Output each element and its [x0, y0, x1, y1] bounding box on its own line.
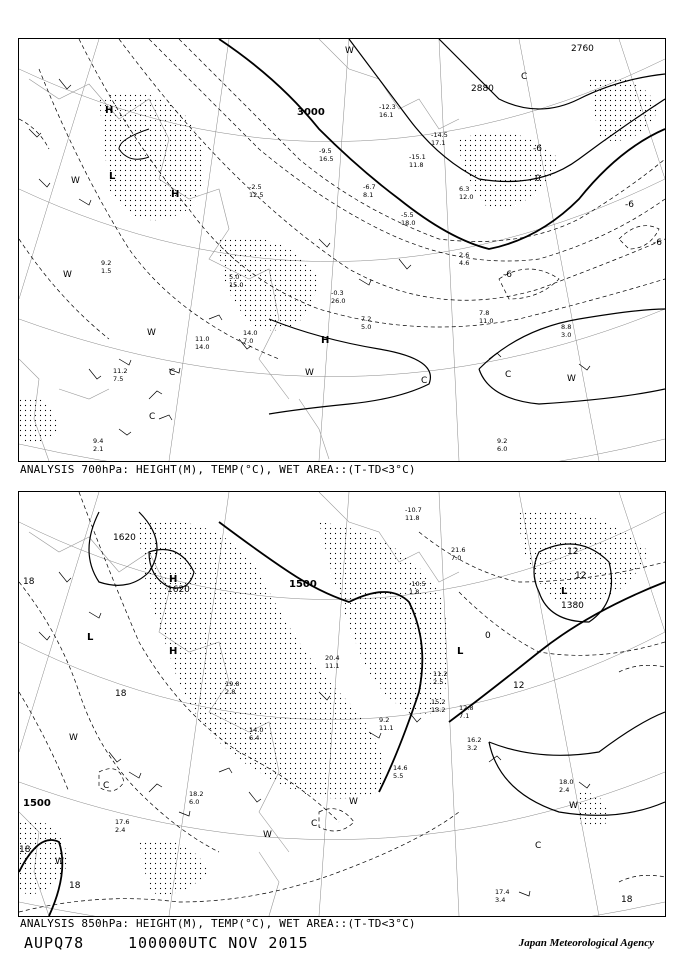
map-700hpa: [18, 38, 666, 462]
station-plot: [319, 147, 333, 163]
station-plot: [459, 704, 473, 720]
svg-text:-10.5: -10.5: [409, 580, 426, 588]
svg-text:1.5: 1.5: [101, 267, 112, 275]
station-plot: [379, 103, 396, 119]
warm-mark: W: [349, 797, 358, 807]
svg-text:18.0: 18.0: [559, 778, 574, 786]
svg-text:11.2: 11.2: [113, 367, 128, 375]
svg-text:11.0: 11.0: [195, 335, 210, 343]
map-850hpa: [18, 491, 666, 917]
station-plot: [405, 506, 422, 522]
svg-text:-5.5: -5.5: [401, 211, 414, 219]
low-center-mark: L: [109, 171, 116, 182]
station-plot: [451, 546, 465, 562]
cold-mark: C: [311, 819, 318, 829]
station-plot: [561, 323, 571, 339]
low-center-mark: L: [87, 632, 94, 643]
svg-text:6.0: 6.0: [497, 445, 508, 453]
height-label: 1620: [167, 585, 190, 595]
svg-text:3.4: 3.4: [495, 896, 506, 904]
svg-text:21.6: 21.6: [451, 546, 466, 554]
high-center-mark: H: [169, 646, 178, 657]
svg-text:5.0: 5.0: [361, 323, 372, 331]
warm-mark: W: [63, 270, 72, 280]
station-plot: [361, 315, 371, 331]
agency-name: Japan Meteorological Agency: [518, 937, 654, 949]
svg-text:16.2: 16.2: [467, 736, 482, 744]
svg-text:-10.7: -10.7: [405, 506, 422, 514]
svg-text:17.4: 17.4: [495, 888, 510, 896]
station-plot: [331, 289, 345, 305]
svg-text:8.1: 8.1: [363, 191, 374, 199]
svg-text:11.8: 11.8: [409, 161, 424, 169]
height-label: 1500: [289, 579, 317, 590]
warm-mark: W: [55, 857, 64, 867]
svg-text:11.0: 11.0: [479, 317, 494, 325]
station-plot: [363, 183, 376, 199]
svg-text:2.1: 2.1: [93, 445, 104, 453]
temp-contour-label: 12: [567, 547, 579, 557]
svg-text:-12.3: -12.3: [379, 103, 396, 111]
svg-text:3.2: 3.2: [467, 744, 478, 752]
temp-contour-label: 18: [115, 689, 127, 699]
svg-text:18.0: 18.0: [401, 219, 416, 227]
low-center-mark: L: [457, 646, 464, 657]
svg-text:-14.5: -14.5: [431, 131, 448, 139]
station-plot: [249, 183, 263, 199]
wet-areas: [19, 510, 649, 894]
high-center-mark: H: [105, 105, 114, 116]
svg-text:8.8: 8.8: [561, 323, 572, 331]
svg-text:13.2: 13.2: [431, 706, 446, 714]
svg-text:2.5: 2.5: [433, 678, 444, 686]
high-center-mark: H: [169, 574, 178, 585]
chart-code: AUPQ78: [24, 934, 85, 952]
svg-text:3.0: 3.0: [561, 331, 572, 339]
svg-text:15.2: 15.2: [431, 698, 446, 706]
temp-contour-label: 18: [69, 881, 81, 891]
svg-text:2.6: 2.6: [459, 251, 470, 259]
high-center-mark: H: [171, 189, 180, 200]
map-850hpa-canvas: [19, 492, 665, 916]
svg-text:14.0: 14.0: [195, 343, 210, 351]
svg-text:2.4: 2.4: [115, 826, 126, 834]
svg-text:2.8: 2.8: [225, 688, 236, 696]
low-center-mark: L: [561, 586, 568, 597]
svg-text:12.0: 12.0: [459, 193, 474, 201]
temp-contour-label: -6: [653, 238, 662, 248]
temp-contour-label: 18: [23, 577, 35, 587]
station-plot: [409, 153, 426, 169]
svg-text:14.0: 14.0: [249, 726, 264, 734]
height-label: 1380: [561, 601, 584, 611]
svg-text:11.8: 11.8: [405, 514, 420, 522]
svg-text:19.8: 19.8: [225, 680, 240, 688]
svg-text:15.0: 15.0: [229, 281, 244, 289]
svg-text:-15.1: -15.1: [409, 153, 426, 161]
svg-text:11.1: 11.1: [379, 724, 394, 732]
station-plot: [479, 309, 493, 325]
warm-mark: W: [305, 368, 314, 378]
svg-text:20.4: 20.4: [325, 654, 340, 662]
valid-time: 100000UTC NOV 2015: [128, 934, 309, 952]
svg-text:12.5: 12.5: [249, 191, 264, 199]
station-plot: [115, 818, 129, 834]
svg-text:14.6: 14.6: [393, 764, 408, 772]
chart-caption-700hpa: ANALYSIS 700hPa: HEIGHT(M), TEMP(°C), WET AREA::(T-TD<3°C): [20, 463, 416, 476]
svg-text:-9.5: -9.5: [319, 147, 332, 155]
svg-text:-6.7: -6.7: [363, 183, 376, 191]
temp-contour-label: 0: [535, 174, 541, 184]
height-contours: [119, 39, 665, 414]
temp-contour-label: -6: [625, 200, 634, 210]
map-700hpa-canvas: [19, 39, 665, 461]
height-label: 3000: [297, 107, 325, 118]
station-plot: [467, 736, 481, 752]
svg-text:7.2: 7.2: [361, 315, 372, 323]
svg-text:-2.5: -2.5: [249, 183, 262, 191]
svg-text:6.4: 6.4: [249, 734, 260, 742]
svg-text:9.4: 9.4: [93, 437, 104, 445]
temp-contour-label: -6: [503, 270, 512, 280]
temp-contour-label: 18: [621, 895, 633, 905]
station-plot: [495, 888, 509, 904]
chart-caption-850hpa: ANALYSIS 850hPa: HEIGHT(M), TEMP(°C), WET AREA::(T-TD<3°C): [20, 917, 416, 930]
station-plot: [101, 259, 111, 275]
cold-mark: C: [103, 781, 110, 791]
station-plot: [243, 329, 257, 345]
svg-text:7.0: 7.0: [451, 554, 462, 562]
svg-text:4.6: 4.6: [459, 259, 470, 267]
svg-text:7.8: 7.8: [479, 309, 490, 317]
svg-text:18.2: 18.2: [189, 790, 204, 798]
warm-mark: W: [569, 801, 578, 811]
svg-text:26.0: 26.0: [331, 297, 346, 305]
station-plot: [113, 367, 127, 383]
station-plot: [393, 764, 407, 780]
cold-mark: C: [505, 370, 512, 380]
svg-text:5.5: 5.5: [393, 772, 404, 780]
svg-text:7.1: 7.1: [459, 712, 470, 720]
temp-contour-label: 0: [485, 631, 491, 641]
station-plot: [189, 790, 203, 806]
svg-text:6.0: 6.0: [189, 798, 200, 806]
cold-mark: C: [535, 841, 542, 851]
height-label: 1620: [113, 533, 136, 543]
station-plot: [431, 131, 448, 147]
station-plot: [401, 211, 415, 227]
station-plot: [459, 251, 469, 267]
warm-mark: W: [567, 374, 576, 384]
svg-text:7.0: 7.0: [243, 337, 254, 345]
svg-text:11.2: 11.2: [433, 670, 448, 678]
station-plot: [431, 698, 445, 714]
warm-mark: W: [69, 733, 78, 743]
height-label: 1500: [23, 798, 51, 809]
wet-areas: [19, 77, 659, 442]
station-plot: [195, 335, 209, 351]
svg-text:2.4: 2.4: [559, 786, 570, 794]
warm-mark: W: [147, 328, 156, 338]
svg-text:9.2: 9.2: [379, 716, 390, 724]
svg-text:-0.3: -0.3: [331, 289, 344, 297]
svg-text:1.8: 1.8: [409, 588, 420, 596]
svg-text:16.1: 16.1: [379, 111, 394, 119]
temp-contour-label: -6: [533, 144, 542, 154]
cold-mark: C: [521, 72, 528, 82]
warm-mark: W: [71, 176, 80, 186]
svg-text:17.1: 17.1: [431, 139, 446, 147]
svg-text:5.0: 5.0: [229, 273, 240, 281]
cold-mark: C: [149, 412, 156, 422]
warm-mark: W: [345, 46, 354, 56]
height-label: 2880: [471, 84, 494, 94]
station-plot: [559, 778, 573, 794]
high-center-mark: H: [321, 335, 330, 346]
station-plot: [459, 185, 473, 201]
svg-text:17.6: 17.6: [115, 818, 130, 826]
station-plot: [93, 437, 103, 453]
temp-contour-label: 18: [19, 845, 31, 855]
height-label: 2760: [571, 44, 594, 54]
station-plot: [379, 716, 393, 732]
temp-contour-label: 12: [575, 571, 587, 581]
svg-text:11.1: 11.1: [325, 662, 340, 670]
svg-text:9.2: 9.2: [497, 437, 508, 445]
svg-text:6.3: 6.3: [459, 185, 470, 193]
station-plot: [497, 437, 507, 453]
warm-mark: W: [263, 830, 272, 840]
svg-text:14.0: 14.0: [243, 329, 258, 337]
station-plot: [325, 654, 339, 670]
svg-text:16.5: 16.5: [319, 155, 334, 163]
cold-mark: C: [421, 376, 428, 386]
svg-text:12.8: 12.8: [459, 704, 474, 712]
temp-contour-label: 12: [513, 681, 525, 691]
svg-text:9.2: 9.2: [101, 259, 112, 267]
cold-mark: C: [169, 368, 176, 378]
svg-text:7.5: 7.5: [113, 375, 124, 383]
